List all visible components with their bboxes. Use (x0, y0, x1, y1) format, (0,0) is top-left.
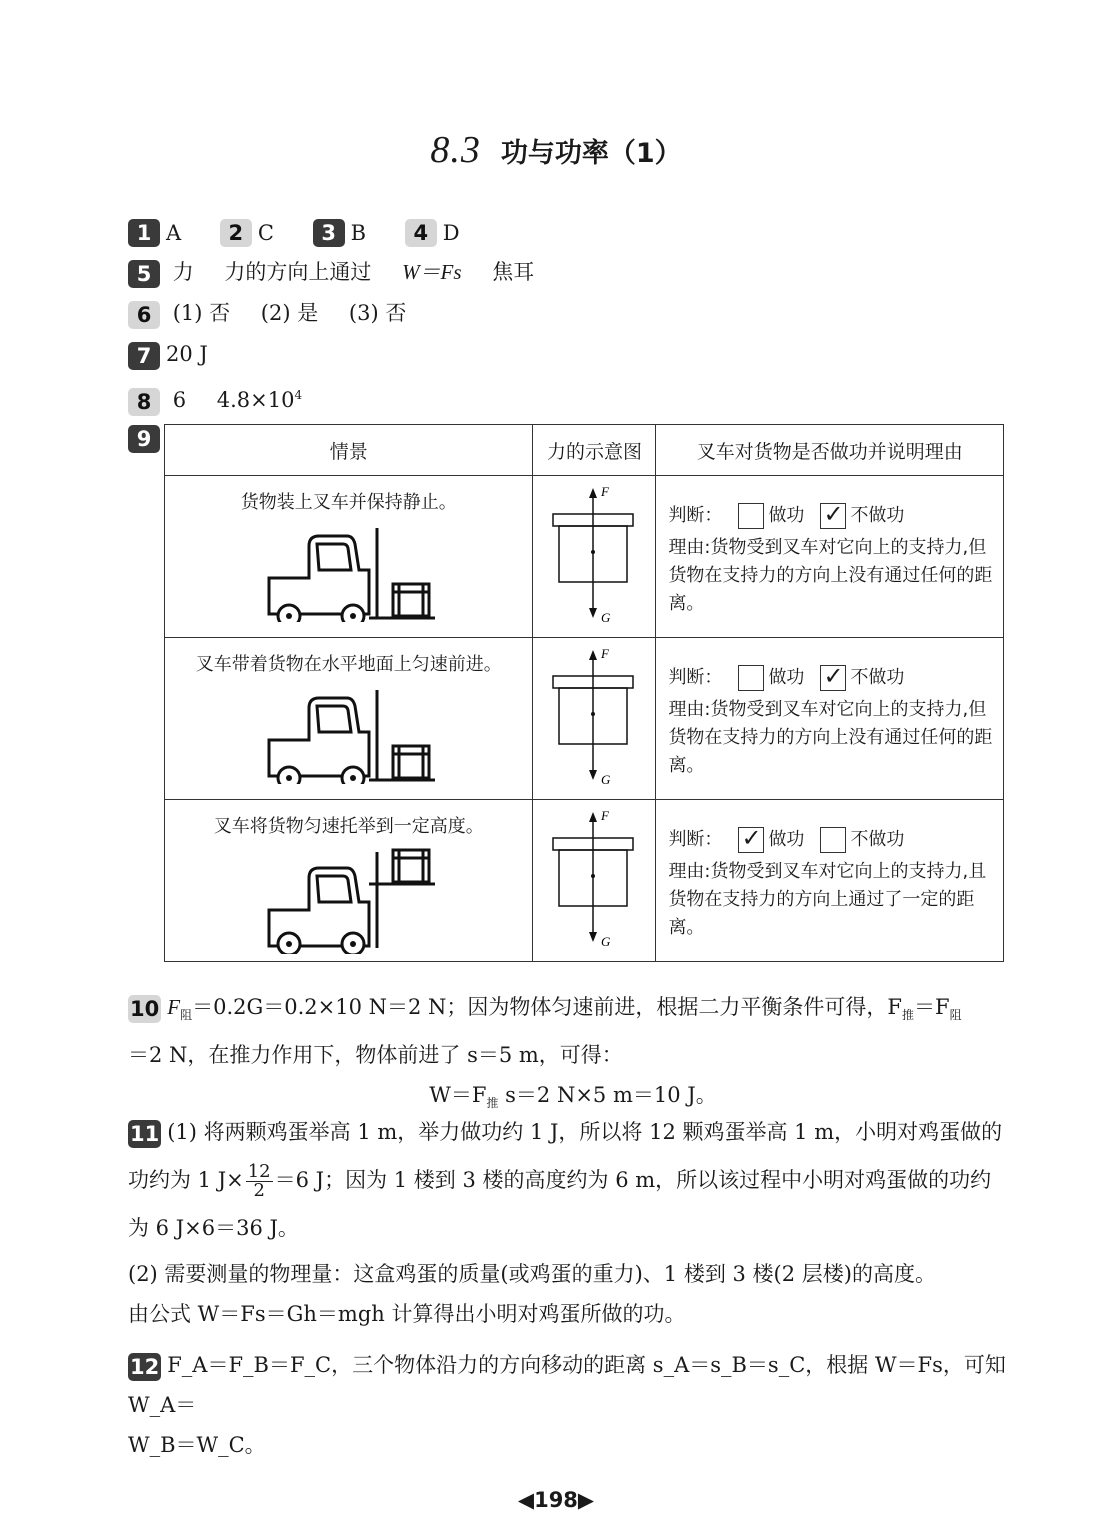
page-number (0, 1488, 1112, 1512)
q5-blank-1: 力 (172, 260, 194, 284)
scene-text: 货物装上叉车并保持静止。 (240, 492, 457, 513)
q12-number: 12 (130, 1354, 160, 1379)
q10-text: ＝0.2G＝0.2×10 N＝2 N；因为物体匀速前进，根据二力平衡条件可得，F (192, 995, 902, 1019)
page-number-text: 198 (534, 1488, 578, 1512)
q5-number: 5 (128, 260, 160, 288)
q11-line-4: (2) 需要测量的物理量：这盒鸡蛋的质量(或鸡蛋的重力)、1 楼到 3 楼(2 层楼)的高度。 (128, 1262, 936, 1286)
q1-number: 1 (128, 219, 160, 247)
q5-formula: W＝Fs (402, 260, 462, 284)
reason-text: 理由:货物受到叉车对它向上的支持力,且货物在支持力的方向上通过了一定的距离。 (668, 861, 987, 938)
no-work-option-label: 不做功 (850, 829, 905, 850)
judgment-cell (656, 476, 1004, 638)
judge-label: 判断： (668, 829, 723, 850)
no-work-option-label: 不做功 (850, 505, 905, 526)
q11-line-5: 由公式 W＝Fs＝Gh＝mgh 计算得出小明对鸡蛋所做的功。 (128, 1302, 686, 1326)
force-diagram (533, 476, 653, 634)
section-title: 功与功率（1） (500, 138, 682, 169)
no-work-checkbox[interactable] (820, 827, 846, 853)
q6-answer-3: (3) 否 (348, 301, 407, 325)
q9-number: 9 (128, 425, 160, 453)
reason-text: 理由:货物受到叉车对它向上的支持力,但货物在支持力的方向上没有通过任何的距离。 (668, 537, 993, 614)
force-diagram (533, 638, 653, 796)
q8-answer-1: 6 (172, 388, 187, 412)
scene-cell (165, 638, 533, 800)
force-diagram-cell (533, 638, 656, 800)
judgment-cell (656, 638, 1004, 800)
work-checkbox[interactable] (738, 503, 764, 529)
q10-sub: 阻 (949, 1008, 962, 1023)
right-triangle-icon: ▶ (577, 1488, 595, 1512)
section-number: 8.3 (430, 129, 481, 171)
q10-text: F (167, 995, 181, 1019)
q10-eq: s＝2 N×5 m＝10 J。 (498, 1083, 717, 1108)
answer-5 (128, 257, 534, 288)
q9-label (128, 422, 166, 453)
scene-cell (165, 476, 533, 638)
q10-line-2: ＝2 N，在推力作用下，物体前进了 s＝5 m，可得： (128, 1043, 623, 1068)
q4-answer: D (442, 220, 460, 245)
forklift-moving-illustration (259, 684, 439, 784)
force-label-up: F (601, 484, 610, 499)
q6-answer-1: (1) 否 (172, 301, 231, 325)
reason-text: 理由:货物受到叉车对它向上的支持力,但货物在支持力的方向上没有通过任何的距离。 (668, 699, 993, 776)
q4-number: 4 (405, 219, 437, 247)
q11-line-1: (1) 将两颗鸡蛋举高 1 m，举力做功约 1 J，所以将 12 颗鸡蛋举高 1 m，小明对鸡蛋做的 (167, 1120, 1003, 1144)
work-checkbox[interactable] (738, 827, 764, 853)
q5-unit: 焦耳 (492, 260, 535, 284)
answer-12 (128, 1345, 1018, 1465)
work-option-label: 做功 (768, 667, 805, 688)
q10-number: 10 (130, 996, 160, 1021)
no-work-option-label: 不做功 (850, 667, 905, 688)
header-judgment: 叉车对货物是否做功并说明理由 (656, 425, 1004, 476)
q12-line-2: W_B＝W_C。 (128, 1433, 266, 1457)
q2-answer: C (257, 220, 274, 245)
q8-exponent: 4 (294, 388, 303, 402)
force-label-down: G (601, 934, 611, 949)
page-title (0, 128, 1112, 172)
q11-line-2b: ＝6 J；因为 1 楼到 3 楼的高度约为 6 m，所以该过程中小明对鸡蛋做的功约 (274, 1168, 992, 1192)
q7-answer: 20 J (166, 342, 208, 366)
frac-numerator: 12 (247, 1161, 271, 1182)
table-row (165, 476, 1004, 638)
q6-number: 6 (128, 301, 160, 329)
q10-sub: 推 (902, 1008, 915, 1023)
q10-sub: 推 (486, 1096, 499, 1111)
header-scene: 情景 (165, 425, 533, 476)
table-row (165, 800, 1004, 962)
q11-fraction (246, 1163, 273, 1200)
q6-answer-2: (2) 是 (260, 301, 319, 325)
no-work-checkbox[interactable] (820, 503, 846, 529)
q8-number: 8 (128, 388, 160, 416)
work-checkbox[interactable] (738, 665, 764, 691)
answer-8 (128, 380, 302, 416)
scene-text: 叉车将货物匀速托举到一定高度。 (213, 816, 484, 837)
table-header-row (165, 425, 1004, 476)
table-row (165, 638, 1004, 800)
force-diagram (533, 800, 653, 958)
q11-line-3: 为 6 J×6＝36 J。 (128, 1216, 299, 1240)
q10-text: ＝F (914, 995, 950, 1019)
force-label-down: G (601, 610, 611, 625)
judge-label: 判断： (668, 505, 723, 526)
q10-eq: W＝F (429, 1083, 487, 1108)
q7-number: 7 (128, 342, 160, 370)
force-diagram-cell (533, 476, 656, 638)
force-label-up: F (601, 808, 610, 823)
answer-7 (128, 339, 208, 370)
work-option-label: 做功 (768, 829, 805, 850)
q11-line-2a: 功约为 1 J× (128, 1168, 244, 1192)
q9-table (164, 424, 1004, 962)
answer-6 (128, 298, 406, 329)
answer-10 (128, 987, 1018, 1123)
q12-line-1: F_A＝F_B＝F_C，三个物体沿力的方向移动的距离 s_A＝s_B＝s_C，根据 W＝Fs，可知 W_A＝ (128, 1353, 1006, 1417)
q3-answer: B (350, 220, 367, 245)
left-triangle-icon: ◀ (517, 1488, 535, 1512)
scene-cell (165, 800, 533, 962)
q3-number: 3 (313, 219, 345, 247)
frac-denominator: 2 (253, 1180, 265, 1201)
q10-sub: 阻 (180, 1008, 193, 1023)
q2-number: 2 (220, 219, 252, 247)
judgment-cell (656, 800, 1004, 962)
forklift-static-illustration (259, 522, 439, 622)
work-option-label: 做功 (768, 505, 805, 526)
q1-answer: A (166, 220, 182, 245)
answer-11 (128, 1112, 1018, 1334)
scene-text: 叉车带着货物在水平地面上匀速前进。 (195, 654, 502, 675)
force-diagram-cell (533, 800, 656, 962)
judge-label: 判断： (668, 667, 723, 688)
force-label-up: F (601, 646, 610, 661)
q5-blank-2: 力的方向上通过 (224, 260, 372, 284)
header-force-diagram: 力的示意图 (533, 425, 656, 476)
answers-1-4 (128, 216, 492, 248)
q8-answer-2: 4.8×10 (216, 388, 295, 412)
forklift-lifting-illustration (259, 844, 439, 954)
force-label-down: G (601, 772, 611, 787)
q11-number: 11 (130, 1121, 160, 1146)
no-work-checkbox[interactable] (820, 665, 846, 691)
